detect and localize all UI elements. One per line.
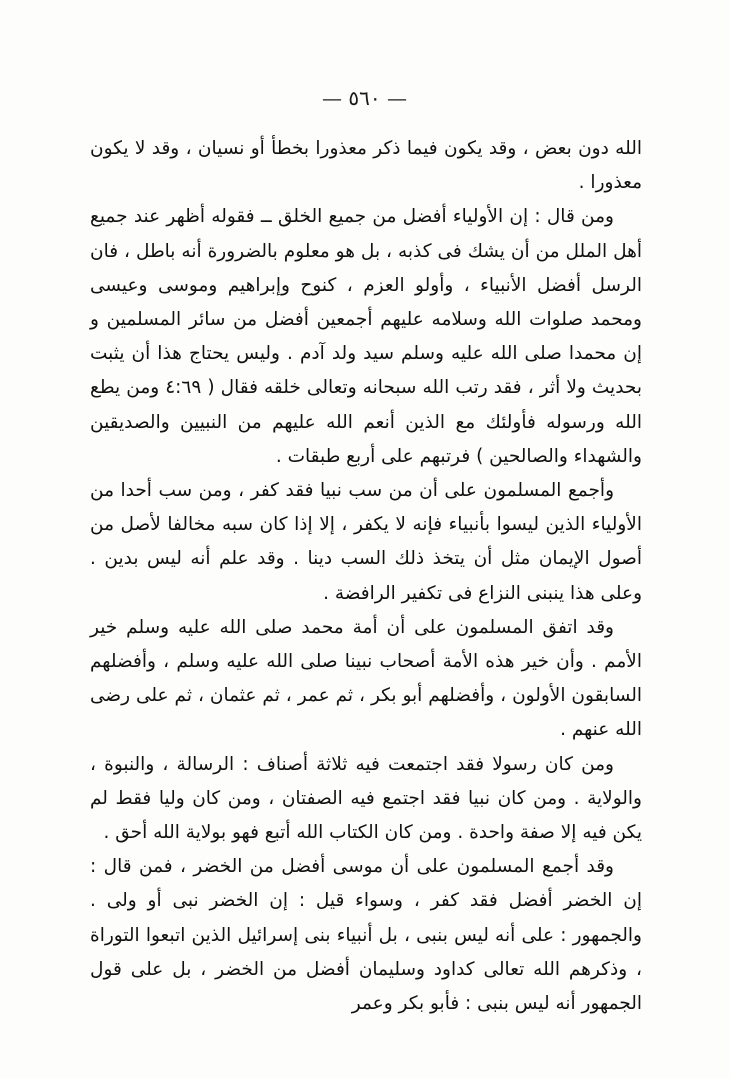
page-number: — ٥٦٠ — [322, 86, 407, 110]
paragraph-1: الله دون بعض ، وقد يكون فيما ذكر معذورا بخطأ أو نسيان ، وقد لا يكون معذورا . [90, 138, 642, 194]
paragraph-2: ومن قال : إن الأولياء أفضل من جميع الخلق ــ فقوله أظهر عند جميع أهل الملل من أن يشك فى كذبه ، بل هو معلوم بالضرورة أنه باطل ، فان الرسل أفضل الأنبياء ، وأولو العزم ، كنوح وإبراهيم وموسى وعيسى ومحمد صلوات الله وسلامه عليهم أجمعين أفضل من سائر المسلمين و إن محمدا صلى الله عليه وسلم سيد ولد آدم . وليس يحتاج هذا أن يثبت بحديث ولا أثر ، فقد رتب الله سبحانه وتعالى خلقه فقال ( ٤:٦٩ ومن يطع الله ورسوله فأولئك مع الذين أنعم الله عليهم من النبيين والصديقين والشهداء والصالحين ) فرتبهم على أربع طبقات . [90, 206, 642, 467]
paragraph-4: وقد اتفق المسلمون على أن أمة محمد صلى الله عليه وسلم خير الأمم . وأن خير هذه الأمة أصحاب نبينا صلى الله عليه وسلم ، وأفضلهم السابقون الأولون ، وأفضلهم أبو بكر ، ثم عمر ، ثم عثمان ، ثم على رضى الله عنهم . [90, 616, 642, 741]
paragraph-6: وقد أجمع المسلمون على أن موسى أفضل من الخضر ، فمن قال : إن الخضر أفضل فقد كفر ، وسواء قيل : إن الخضر نبى أو ولى . والجمهور : على أنه ليس بنبى ، بل أنبياء بنى إسرائيل الذين اتبعوا التوراة ، وذكرهم الله تعالى كداود وسليمان أفضل من الخضر ، بل على قول الجمهور أنه ليس بنبى : فأبو بكر وعمر [90, 856, 642, 1015]
body-text [90, 132, 642, 1021]
paragraph-5: ومن كان رسولا فقد اجتمعت فيه ثلاثة أصناف : الرسالة ، والنبوة ، والولاية . ومن كان نبيا فقد اجتمع فيه الصفتان ، ومن كان وليا فقط لم يكن فيه إلا صفة واحدة . ومن كان الكتاب الله أتبع فهو بولاية الله أحق . [90, 753, 642, 844]
paragraph-3: وأجمع المسلمون على أن من سب نبيا فقد كفر ، ومن سب أحدا من الأولياء الذين ليسوا بأنبياء فإنه لا يكفر ، إلا إذا كان سبه مخالفا لأصل من أصول الإيمان مثل أن يتخذ ذلك السب دينا . وقد علم أنه ليس بدين . وعلى هذا ينبنى النزاع فى تكفير الرافضة . [90, 480, 642, 604]
